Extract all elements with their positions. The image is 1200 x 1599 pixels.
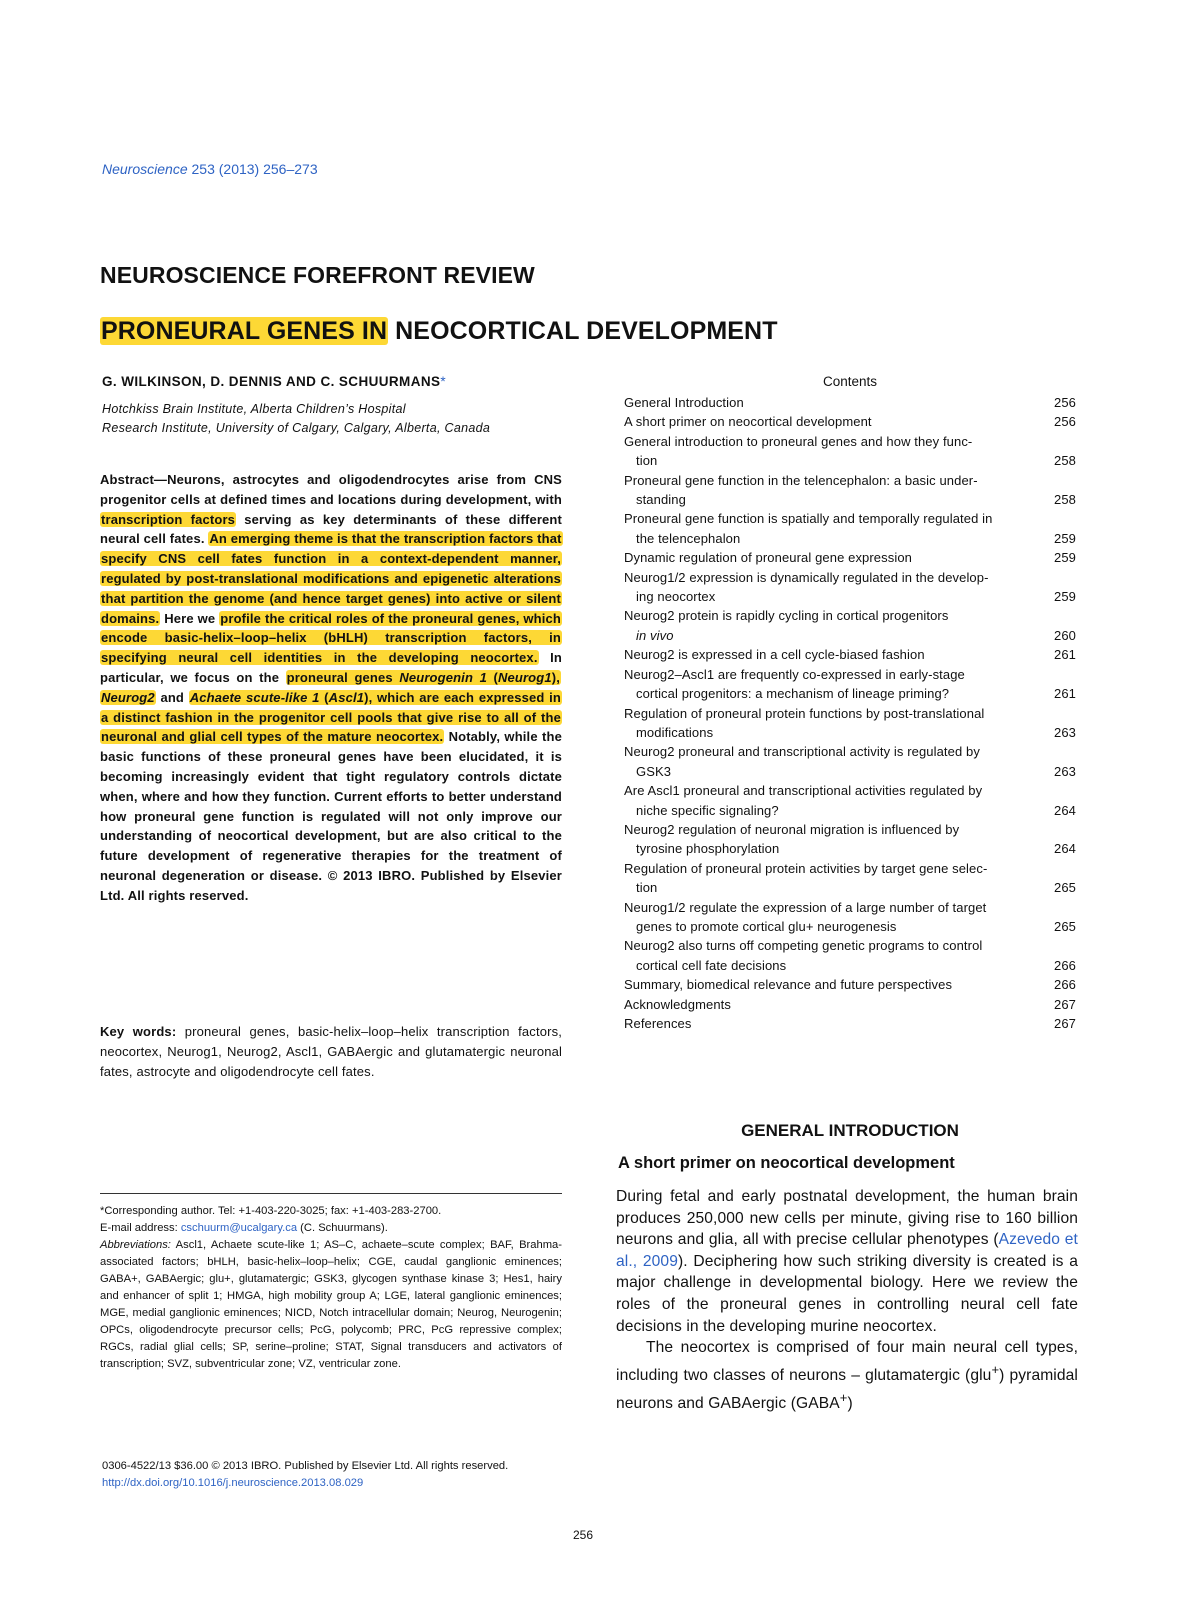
toc-entry-title-continued: in vivo [636, 627, 674, 643]
toc-page-number: 265 [1054, 880, 1076, 896]
email-label: E-mail address: [100, 1222, 181, 1234]
gene-symbol: Neurog1 [497, 669, 552, 685]
section-heading-general-introduction: GENERAL INTRODUCTION [741, 1121, 959, 1140]
toc-entry[interactable] [624, 936, 1076, 975]
toc-entry[interactable] [624, 742, 1076, 781]
toc-entry[interactable] [624, 859, 1076, 898]
toc-page-number: 259 [1054, 589, 1076, 605]
abstract-highlight-part: ), [551, 669, 560, 685]
abbreviations [100, 1237, 562, 1373]
superscript-plus: + [839, 1389, 848, 1405]
footnotes [100, 1203, 562, 1373]
toc-entry-title: Acknowledgments [624, 996, 731, 1012]
subsection-heading-primer: A short primer on neocortical development [618, 1154, 955, 1172]
intro-text: The neocortex is comprised of four main neural cell types, including two classes of neurons – glutamatergic (glu [616, 1339, 1078, 1384]
email-suffix: (C. Schuurmans). [297, 1222, 388, 1234]
author-list [102, 374, 446, 389]
section-label: NEUROSCIENCE FOREFRONT REVIEW [100, 262, 535, 288]
toc-entry[interactable] [624, 975, 1076, 994]
gene-symbol: Ascl1 [328, 689, 365, 705]
toc-entry-title-continued: standing [636, 492, 686, 508]
abstract-highlight[interactable]: transcription factors [101, 511, 236, 527]
journal-name: Neuroscience [102, 161, 188, 177]
toc-entry-title-continued: niche specific signaling? [636, 802, 779, 818]
toc-page-number: 258 [1054, 492, 1076, 508]
citation-link[interactable]: Azevedo et al., 2009 [616, 1231, 1078, 1270]
toc-entry[interactable] [624, 820, 1076, 859]
toc-entry-title: Proneural gene function is spatially and temporally regulated in [624, 511, 993, 527]
abstract-text: Notably, while the basic functions of these proneural genes have been elucidated, it is becoming increasingly evident that tight regulatory controls dictate when, where and how they function. Current efforts to better understand how proneural gene function is regulated will not only improve our understanding of neocortical development, but are also critical to the future development of regenerative therapies for the treatment of neuronal degeneration or disease. © 2013 IBRO. Published by Elsevier Ltd. All rights reserved. [100, 729, 562, 903]
toc-entry-title: Regulation of proneural protein activities by target gene selec- [624, 860, 988, 876]
toc-entry-title: Neurog2 proneural and transcriptional activity is regulated by [624, 744, 980, 760]
toc-entry[interactable] [624, 471, 1076, 510]
gene-symbol: Neurog2 [101, 689, 155, 705]
toc-entry-title-continued: GSK3 [636, 763, 672, 779]
toc-page-number: 267 [1054, 996, 1076, 1012]
toc-entry-title-continued: ing neocortex [636, 589, 716, 605]
gene-name: Achaete scute-like 1 [189, 689, 320, 705]
toc-entry[interactable] [624, 393, 1076, 412]
toc-page-number: 259 [1054, 530, 1076, 546]
journal-reference [102, 161, 318, 177]
email-link[interactable]: cschuurm@ucalgary.ca [180, 1222, 298, 1234]
toc-entry-title-continued: cortical progenitors: a mechanism of lineage priming? [636, 686, 950, 702]
keywords-text: proneural genes, basic-helix–loop–helix transcription factors, neocortex, Neurog1, Neurog2, Ascl1, GABAergic and glutamatergic neuronal fates, astrocyte and oligodendrocyte cell fates. [100, 1024, 562, 1079]
toc-entry-title-continued: modifications [636, 724, 714, 740]
keywords-label: Key words: [100, 1024, 177, 1039]
toc-entry-title: Are Ascl1 proneural and transcriptional activities regulated by [624, 783, 983, 799]
toc-entry-title: Neurog2 regulation of neuronal migration is influenced by [624, 821, 960, 837]
article-title [100, 317, 778, 346]
intro-text: ) [847, 1394, 853, 1412]
author-names: G. WILKINSON, D. DENNIS AND C. SCHUURMANS [102, 374, 441, 389]
toc-page-number: 259 [1054, 550, 1076, 566]
abstract-highlight-part: ( [319, 689, 329, 705]
toc-entry-title: Proneural gene function in the telencephalon: a basic under- [624, 472, 978, 488]
toc-page-number: 258 [1054, 453, 1076, 469]
toc-entry[interactable] [624, 568, 1076, 607]
abstract-text: and [155, 689, 189, 705]
toc-entry-title-continued: tion [636, 880, 658, 896]
toc-entry[interactable] [624, 704, 1076, 743]
abstract-text: Abstract—Neurons, astrocytes and oligodendrocytes arise from CNS progenitor cells at defined times and locations during development, with [100, 472, 562, 507]
corresponding-author-note: *Corresponding author. Tel: +1-403-220-3025; fax: +1-403-283-2700. [100, 1205, 442, 1217]
toc-entry[interactable] [624, 665, 1076, 704]
corresponding-author-marker[interactable]: * [440, 374, 447, 389]
journal-volume: 253 (2013) 256–273 [191, 161, 318, 177]
table-of-contents [624, 374, 1076, 1033]
toc-entry-title: Dynamic regulation of proneural gene expression [624, 550, 912, 566]
toc-entry-title: Neurog2–Ascl1 are frequently co-expressed in early-stage [624, 666, 965, 682]
toc-page-number: 265 [1054, 918, 1076, 934]
keywords [100, 1022, 562, 1081]
toc-page-number: 266 [1054, 957, 1076, 973]
copyright-line: 0306-4522/13 $36.00 © 2013 IBRO. Published by Elsevier Ltd. All rights reserved. [102, 1460, 509, 1472]
toc-list [624, 393, 1076, 1033]
toc-entry-title: General Introduction [624, 395, 744, 410]
email-line [100, 1220, 562, 1237]
toc-entry-title-continued: cortical cell fate decisions [636, 957, 787, 973]
toc-entry[interactable] [624, 781, 1076, 820]
toc-entry[interactable] [624, 1014, 1076, 1033]
toc-entry[interactable] [624, 509, 1076, 548]
toc-page-number: 261 [1054, 647, 1076, 663]
abbreviations-text: Ascl1, Achaete scute-like 1; AS–C, achaete–scute complex; BAF, Brahma-associated factors; bHLH, basic-helix–loop–helix; CGE, caudal ganglionic eminences; GABA+, GABAergic; glu+, glutamatergic; GSK3, glycogen synthase kinase 3; Hes1, hairy and enhancer of split 1; HMGA, high mobility group A; LGE, lateral ganglionic eminences; MGE, medial ganglionic eminences; NICD, Notch intracellular domain; Neurog, Neurogenin; OPCs, oligodendrocyte precursor cells; PcG, polycomb; PRC, PcG repressive complex; RGCs, radial glial cells; SP, serine–proline; STAT, Signal transducers and activators of transcription; SVZ, subventricular zone; VZ, ventricular zone. [100, 1239, 562, 1370]
toc-entry-title-continued: tion [636, 453, 658, 469]
abstract [100, 470, 562, 906]
abstract-text: serving as key determinants of these different neural cell fates. [100, 511, 562, 547]
toc-page-number: 256 [1054, 395, 1076, 410]
introduction-body [616, 1186, 1078, 1414]
toc-page-number: 263 [1054, 724, 1076, 740]
intro-text: ) pyramidal neurons and GABAergic (GABA [616, 1366, 1078, 1412]
superscript-plus: + [991, 1361, 1000, 1377]
toc-entry-title: Neurog2 is expressed in a cell cycle-biased fashion [624, 647, 925, 663]
abstract-highlight[interactable]: An emerging theme is that the transcription factors that specify CNS cell fates function in a context-dependent manner, regulated by post-translational modifications and epigenetic alterations that partition the genome (and hence target genes) into active or silent domains. [101, 531, 562, 626]
title-rest-text: NEOCORTICAL DEVELOPMENT [388, 317, 778, 345]
page-number: 256 [573, 1528, 594, 1542]
toc-heading: Contents [822, 374, 878, 389]
title-highlighted-text[interactable]: PRONEURAL GENES IN [101, 317, 388, 345]
toc-entry[interactable] [624, 606, 1076, 645]
toc-entry[interactable] [624, 995, 1076, 1014]
abstract-highlight-part: proneural genes [286, 669, 400, 685]
toc-entry-title: Neurog2 protein is rapidly cycling in cortical progenitors [624, 608, 949, 624]
abstract-text: In particular, we focus on the [100, 650, 562, 685]
toc-entry-title: Summary, biomedical relevance and future perspectives [624, 977, 953, 993]
toc-page-number: 261 [1054, 686, 1076, 702]
toc-entry-title-continued: genes to promote cortical glu+ neurogenesis [636, 918, 897, 934]
toc-entry-title: Neurog1/2 regulate the expression of a large number of target [624, 899, 987, 915]
affiliation-line-1: Hotchkiss Brain Institute, Alberta Children’s Hospital [102, 402, 406, 416]
abstract-highlight-part: ), which are each expressed in a distinct fashion in the progenitor cell pools that give rise to all of the neuronal and glial cell types of the mature neocortex. [101, 689, 562, 745]
toc-entry-title-continued: the telencephalon [636, 530, 741, 546]
toc-entry[interactable] [624, 645, 1076, 664]
toc-entry[interactable] [624, 432, 1076, 471]
intro-text: ). Deciphering how such striking diversity is created is a major challenge in developmental biology. Here we review the roles of the proneural genes in controlling neural cell fate decisions in the developing murine neocortex. [616, 1252, 1078, 1335]
gene-name: Neurogenin 1 [399, 669, 487, 685]
toc-entry-title: Regulation of proneural protein functions by post-translational [624, 705, 985, 721]
toc-entry-title: Neurog1/2 expression is dynamically regulated in the develop- [624, 569, 989, 585]
toc-page-number: 256 [1054, 414, 1076, 430]
toc-page-number: 264 [1054, 841, 1076, 857]
intro-text: During fetal and early postnatal development, the human brain produces 250,000 new cells per minute, giving rise to 160 billion neurons and glia, all with precise cellular phenotypes ( [616, 1188, 1078, 1249]
toc-entry[interactable] [624, 548, 1076, 567]
toc-page-number: 264 [1054, 802, 1076, 818]
abstract-text: Here we [160, 610, 220, 626]
toc-entry-title: References [624, 1016, 692, 1031]
toc-entry-title-continued: tyrosine phosphorylation [636, 841, 780, 857]
intro-paragraph-2 [616, 1337, 1078, 1414]
abbreviations-label: Abbreviations: [100, 1239, 171, 1251]
toc-page-number: 267 [1054, 1016, 1076, 1031]
doi-link[interactable]: http://dx.doi.org/10.1016/j.neuroscience.2013.08.029 [102, 1477, 364, 1489]
affiliation-line-2: Research Institute, University of Calgary, Calgary, Alberta, Canada [102, 421, 491, 435]
toc-entry-title: Neurog2 also turns off competing genetic programs to control [624, 938, 983, 954]
toc-entry[interactable] [624, 898, 1076, 937]
abstract-highlight[interactable]: profile the critical roles of the proneural genes, which encode basic-helix–loop–helix (bHLH) transcription factors, in specifying neural cell identities in the developing neocortex. [101, 610, 562, 666]
toc-entry[interactable] [624, 412, 1076, 431]
footnote-divider [100, 1193, 562, 1194]
intro-paragraph-1 [616, 1186, 1078, 1337]
toc-page-number: 263 [1054, 763, 1076, 779]
toc-page-number: 260 [1054, 627, 1076, 643]
abstract-highlight-part: ( [486, 669, 498, 685]
toc-page-number: 266 [1054, 977, 1076, 993]
toc-entry-title: General introduction to proneural genes and how they func- [624, 433, 973, 449]
toc-entry-title: A short primer on neocortical development [624, 414, 872, 430]
